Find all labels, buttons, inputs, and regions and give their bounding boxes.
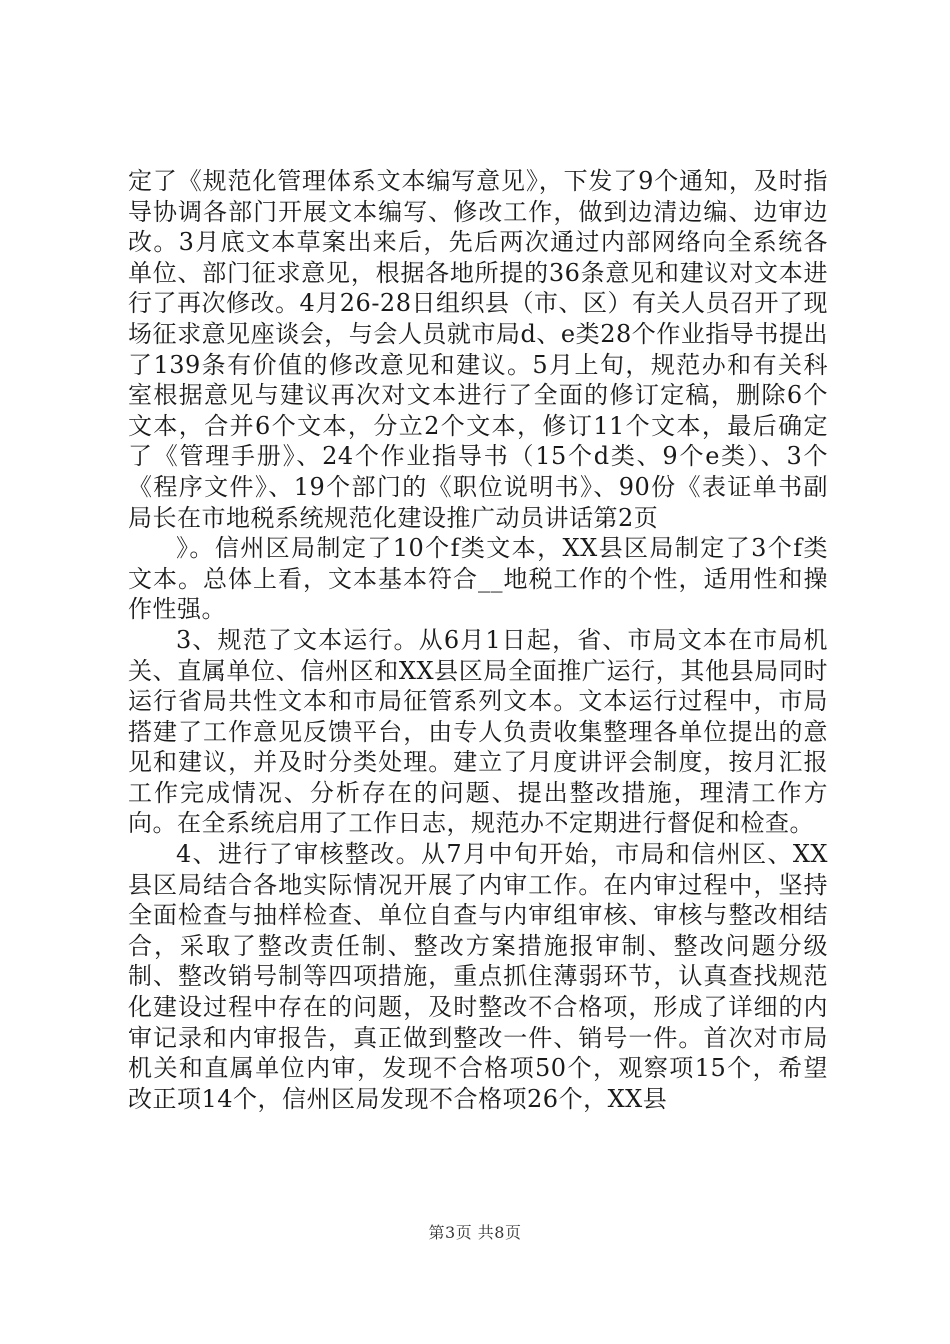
page-number-footer: 第3页 共8页 (428, 1223, 522, 1242)
paragraph-4: 4、进行了审核整改。从7月中旬开始，市局和信州区、XX县区局结合各地实际情况开展了内审工作。在内审过程中，坚持全面检查与抽样检查、单位自查与内审组审核、审核与整改相结合，采取了整改责任制、整改方案措施报审制、整改问题分级制、整改销号制等四项措施，重点抓住薄弱环节，认真查找规范化建设过程中存在的问题，及时整改不合格项，形成了详细的内审记录和内审报告，真正做到整改一件、销号一件。首次对市局机关和直属单位内审，发现不合格项50个，观察项15个，希望改正项14个，信州区局发现不合格项26个，XX县 (128, 840, 828, 1113)
paragraph-1: 定了《规范化管理体系文本编写意见》，下发了9个通知，及时指导协调各部门开展文本编写、修改工作，做到边清边编、边审边改。3月底文本草案出来后，先后两次通过内部网络向全系统各单位、部门征求意见，根据各地所提的36条意见和建议对文本进行了再次修改。4月26-28日组织县（市、区）有关人员召开了现场征求意见座谈会，与会人员就市局d、e类28个作业指导书提出了139条有价值的修改意见和建议。5月上旬，规范办和有关科室根据意见与建议再次对文本进行了全面的修订定稿，删除6个文本，合并6个文本，分立2个文本，修订11个文本，最后确定了《管理手册》、24个作业指导书（15个d类、9个e类）、3个《程序文件》、19个部门的《职位说明书》、90份《表证单书副局长在市地税系统规范化建设推广动员讲话第2页 (128, 167, 828, 532)
paragraph-3: 3、规范了文本运行。从6月1日起，省、市局文本在市局机关、直属单位、信州区和XX县区局全面推广运行，其他县局同时运行省局共性文本和市局征管系列文本。文本运行过程中，市局搭建了工作意见反馈平台，由专人负责收集整理各单位提出的意见和建议，并及时分类处理。建立了月度讲评会制度，按月汇报工作完成情况、分析存在的问题、提出整改措施，理清工作方向。在全系统启用了工作日志，规范办不定期进行督促和检查。 (128, 625, 828, 838)
paragraph-2: 》。信州区局制定了10个f类文本，XX县区局制定了3个f类文本。总体上看，文本基本符合__地税工作的个性，适用性和操作性强。 (128, 534, 828, 624)
document-body (128, 166, 828, 1114)
